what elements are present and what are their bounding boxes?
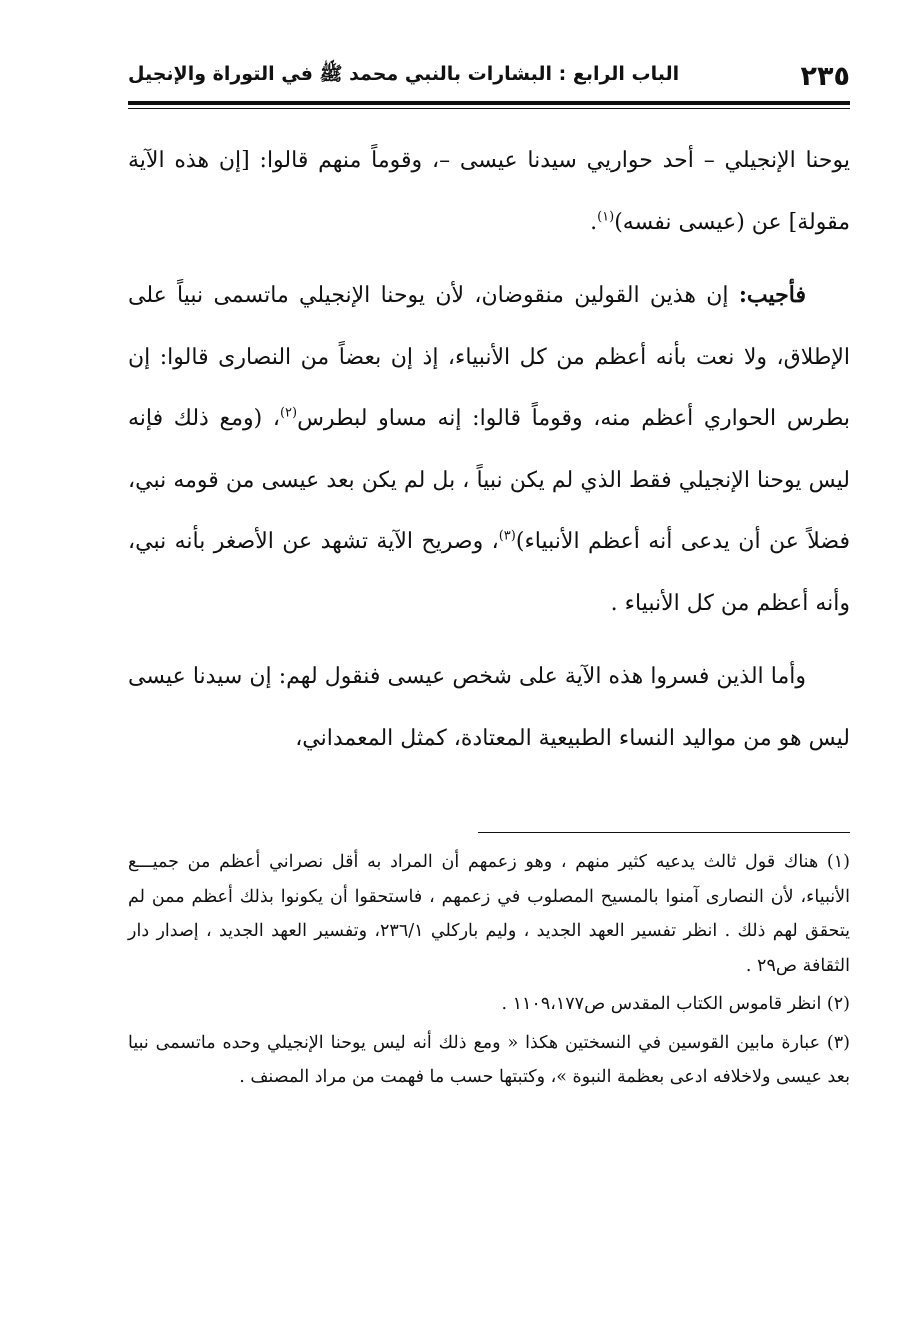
page-header: [128, 58, 850, 94]
footnote-2: (٢) انظر قاموس الكتاب المقدس ص١١٠٩،١٧٧ .: [501, 994, 850, 1014]
footnote-3: (٣) عبارة مابين القوسين في النسختين هكذا « ومع ذلك أنه ليس يوحنا الإنجيلي وحده ماتسمى نبيا بعد عيسى ولاخلافه ادعى بعظمة النبوة »، وكتبتها حسب ما فهمت من مراد المصنف .: [128, 1032, 850, 1087]
paragraph-2-text-c: ، وصريح الآية تشهد عن الأصغر بأنه نبي، وأنه أعظم من كل الأنبياء .: [128, 529, 850, 616]
paragraph-1-text-b: .: [590, 209, 598, 235]
paragraph-1-text-a: يوحنا الإنجيلي – أحد حواريي سيدنا عيسى –، وقوماً منهم قالوا: [إن هذه الآية مقولة] عن (عيسى نفسه): [128, 148, 850, 235]
main-text: [128, 130, 850, 781]
paragraph-2: [128, 265, 850, 634]
header-rule-thick: [128, 101, 850, 105]
paragraph-2-lead: فأجيب:: [738, 282, 806, 308]
footnotes: [128, 845, 850, 1099]
footnote-separator: [478, 832, 850, 833]
header-rule-thin: [128, 108, 850, 109]
running-title: الباب الرابع : البشارات بالنبي محمد ﷺ في التوراة والإنجيل: [128, 63, 680, 85]
footnote-ref-1[interactable]: (١): [597, 209, 615, 225]
footnote-ref-3[interactable]: (٣): [498, 528, 516, 544]
footnote-1: (١) هناك قول ثالث يدعيه كثير منهم ، وهو زعمهم أن المراد به أقل نصراني أعظم من جميـــع الأنبياء، لأن النصارى آمنوا بالمسيح المصلوب في زعمهم ، فاستحقوا أن يكونوا بذلك أعظم ممن لم يتحقق لهم ذلك . انظر تفسير العهد الجديد ، وليم باركلي ٢٣٦/١، وتفسير العهد الجديد ، إصدار دار الثقافة ص٢٩ .: [128, 852, 850, 976]
paragraph-2-text-b: ، (ومع ذلك فإنه ليس يوحنا الإنجيلي فقط الذي لم يكن نبياً ، بل لم يكن بعد عيسى من قومه نبي، فضلاً عن أن يدعى أنه أعظم الأنبياء): [128, 406, 851, 554]
paragraph-3: وأما الذين فسروا هذه الآية على شخص عيسى فنقول لهم: إن سيدنا عيسى ليس هو من مواليد النساء الطبيعية المعتادة، كمثل المعمداني،: [128, 664, 850, 751]
paragraph-1: [128, 130, 850, 253]
page-number: ٢٣٥: [800, 60, 850, 92]
footnote-ref-2[interactable]: (٢): [279, 405, 298, 421]
paragraph-2-text-a: إن هذين القولين منقوضان، لأن يوحنا الإنجيلي ماتسمى نبياً على الإطلاق، ولا نعت بأنه أعظم من كل الأنبياء، إذ إن بعضاً من النصارى قالوا: إن بطرس الحواري أعظم منه، وقوماً قالوا: إنه مساو لبطرس: [128, 283, 850, 431]
